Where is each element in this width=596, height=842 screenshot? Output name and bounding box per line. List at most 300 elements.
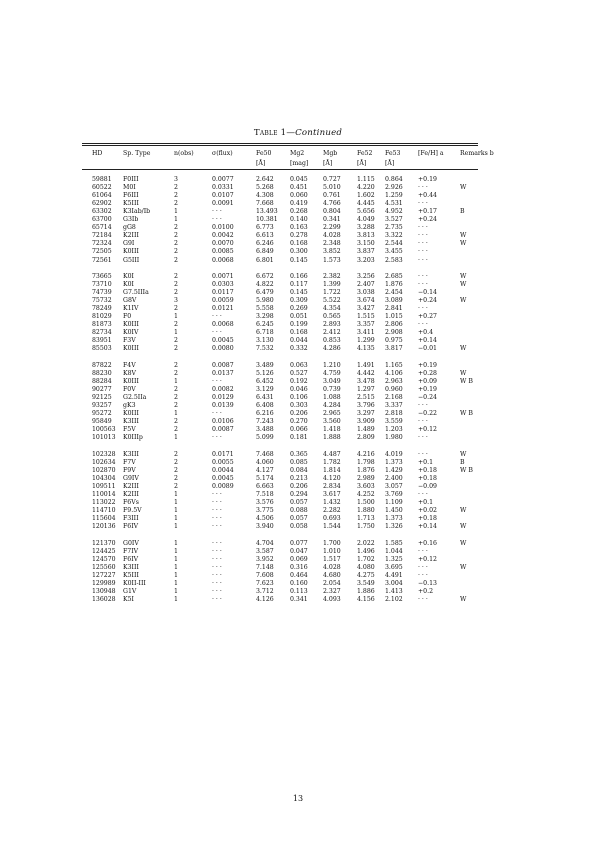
cell-mg2: 0.269 [290,305,308,313]
cell-sigma-flux: 0.0129 [212,394,234,402]
cell-n-obs: 1 [174,377,178,385]
cell-fe50: 6.245 [256,321,274,329]
cell-mg2: 0.145 [290,289,308,297]
cell-fe53: 2.102 [385,596,403,603]
cell-fe53: 1.259 [385,192,403,200]
cell-feh: · · · [418,305,428,313]
cell-mg2: 0.168 [290,329,308,337]
cell-hd: 81873 [92,321,112,329]
cell-feh: · · · [418,256,428,264]
cell-mg2: 0.365 [290,450,308,458]
cell-sp-type: F0 [123,313,132,321]
cell-n-obs: 2 [174,369,178,377]
cell-fe50: 13.493 [256,208,278,216]
cell-mg2: 0.117 [290,281,308,288]
cell-sp-type: gG8 [123,224,136,232]
cell-mgb: 2.412 [323,329,341,337]
cell-n-obs: 1 [174,539,178,547]
cell-n-obs: 1 [174,587,178,595]
cell-fe53: 3.695 [385,563,403,571]
cell-sp-type: F3III [123,515,139,523]
cell-fe52: 3.796 [357,402,375,410]
cell-fe53: 2.685 [385,272,403,280]
cell-feh: −0.13 [418,579,437,587]
cell-mgb: 1.418 [323,426,341,434]
cell-hd: 109511 [92,482,116,490]
cell-sp-type: M0I [123,184,136,192]
cell-mg2: 0.057 [290,499,308,507]
cell-feh: · · · [418,402,428,410]
cell-feh: · · · [418,184,428,192]
cell-sigma-flux: · · · [212,208,222,216]
header-fe50-unit: [Å] [256,160,266,167]
cell-mg2: 0.199 [290,321,308,329]
cell-fe50: 3.587 [256,547,274,555]
cell-fe50: 6.408 [256,402,274,410]
cell-remarks: W [460,232,467,240]
cell-hd: 72324 [92,240,112,248]
cell-fe50: 5.099 [256,434,274,442]
cell-sigma-flux: · · · [212,547,222,555]
cell-sigma-flux: · · · [212,523,222,531]
cell-hd: 125560 [92,563,116,571]
cell-fe52: 2.407 [357,281,375,288]
cell-fe52: 3.038 [357,289,375,297]
cell-sp-type: K0III [123,410,139,418]
cell-fe52: 4.252 [357,491,375,498]
cell-fe50: 7.243 [256,418,274,426]
header-feh: [Fe/H] a [418,150,444,157]
cell-mgb: 1.399 [323,281,341,288]
caption-separator: — [286,128,296,138]
cell-fe53: 1.450 [385,507,403,515]
cell-mgb: 4.028 [323,232,341,240]
cell-mg2: 0.341 [290,596,308,603]
cell-hd: 88284 [92,377,112,385]
cell-sigma-flux: · · · [212,539,222,547]
cell-feh: −0.09 [418,482,437,490]
cell-fe50: 7.532 [256,345,274,353]
cell-fe50: 3.488 [256,426,274,434]
cell-hd: 65714 [92,224,112,232]
cell-sigma-flux: 0.0055 [212,458,234,466]
cell-hd: 63302 [92,208,112,216]
cell-sigma-flux: 0.0071 [212,272,234,280]
cell-fe50: 5.558 [256,305,274,313]
cell-mgb: 2.834 [323,482,341,490]
cell-mgb: 2.965 [323,410,341,418]
cell-sigma-flux: · · · [212,571,222,579]
cell-fe50: 5.268 [256,184,274,192]
cell-sp-type: K3III [123,450,139,458]
cell-fe50: 3.952 [256,555,274,563]
cell-fe52: 1.876 [357,466,375,474]
cell-sp-type: K5III [123,200,139,208]
cell-fe52: 3.674 [357,297,375,305]
cell-fe53: 4.106 [385,369,403,377]
cell-hd: 73665 [92,272,112,280]
cell-mg2: 0.113 [290,587,308,595]
cell-n-obs: 2 [174,361,178,369]
cell-mg2: 0.066 [290,426,308,434]
cell-fe52: 1.115 [357,176,375,183]
cell-mg2: 0.085 [290,458,308,466]
cell-fe53: 4.019 [385,450,403,458]
cell-feh: · · · [418,571,428,579]
cell-mg2: 0.045 [290,176,308,183]
cell-n-obs: 1 [174,555,178,563]
header-n-obs: n(obs) [174,150,194,157]
cell-hd: 110014 [92,491,116,498]
header-mgb-unit: [Å] [323,160,333,167]
cell-fe50: 7.148 [256,563,274,571]
cell-mg2: 0.316 [290,563,308,571]
cell-n-obs: 2 [174,224,178,232]
cell-n-obs: 2 [174,402,178,410]
cell-n-obs: 2 [174,474,178,482]
cell-feh: +0.14 [418,337,437,345]
cell-feh: +0.18 [418,515,437,523]
cell-sp-type: gK3 [123,402,136,410]
cell-sigma-flux: 0.0117 [212,289,234,297]
cell-mgb: 1.722 [323,289,341,297]
cell-remarks: W [460,184,467,192]
cell-fe50: 10.381 [256,216,278,224]
cell-mg2: 0.206 [290,482,308,490]
cell-sigma-flux: 0.0070 [212,240,234,248]
table-label: Table 1 [253,128,287,138]
cell-mg2: 0.057 [290,515,308,523]
cell-fe50: 6.479 [256,289,274,297]
cell-fe53: 2.818 [385,410,403,418]
cell-feh: −0.24 [418,394,437,402]
cell-sigma-flux: · · · [212,555,222,563]
cell-fe52: 3.256 [357,272,375,280]
cell-fe50: 3.489 [256,361,274,369]
cell-n-obs: 1 [174,216,178,224]
cell-fe50: 4.126 [256,596,274,603]
cell-sp-type: F6Vs [123,499,139,507]
cell-feh: · · · [418,434,428,442]
cell-feh: +0.12 [418,555,437,563]
cell-fe52: 3.813 [357,232,375,240]
cell-mg2: 0.268 [290,208,308,216]
cell-sp-type: F0III [123,176,139,183]
cell-hd: 72505 [92,248,112,256]
cell-fe50: 6.431 [256,394,274,402]
cell-feh: · · · [418,418,428,426]
cell-mg2: 0.300 [290,248,308,256]
cell-fe50: 4.127 [256,466,274,474]
cell-hd: 63700 [92,216,112,224]
cell-sigma-flux: 0.0137 [212,369,234,377]
cell-fe53: 2.544 [385,240,403,248]
cell-fe53: 2.583 [385,256,403,264]
cell-mgb: 2.348 [323,240,341,248]
cell-hd: 136028 [92,596,116,603]
cell-fe53: 4.952 [385,208,403,216]
cell-fe52: 1.496 [357,547,375,555]
cell-n-obs: 2 [174,386,178,393]
cell-fe53: 2.908 [385,329,403,337]
cell-n-obs: 2 [174,321,178,329]
cell-sp-type: K3III [123,563,139,571]
cell-fe50: 5.126 [256,369,274,377]
cell-sigma-flux: 0.0059 [212,297,234,305]
cell-fe52: 3.909 [357,418,375,426]
cell-sp-type: F7V [123,458,136,466]
cell-mgb: 3.560 [323,418,341,426]
cell-sigma-flux: 0.0045 [212,474,234,482]
cell-feh: +0.19 [418,386,437,393]
cell-mgb: 4.354 [323,305,341,313]
cell-sigma-flux: · · · [212,377,222,385]
cell-mg2: 0.278 [290,232,308,240]
cell-n-obs: 3 [174,297,178,305]
cell-fe53: 2.926 [385,184,403,192]
cell-mgb: 4.766 [323,200,341,208]
cell-feh: · · · [418,200,428,208]
cell-sigma-flux: 0.0106 [212,418,234,426]
cell-feh: +0.19 [418,361,437,369]
cell-hd: 95272 [92,410,112,418]
cell-fe52: 1.750 [357,523,375,531]
cell-feh: −0.01 [418,345,437,353]
cell-mgb: 0.853 [323,337,341,345]
cell-fe53: 1.373 [385,515,403,523]
cell-mgb: 5.010 [323,184,341,192]
cell-mgb: 1.888 [323,434,341,442]
cell-sigma-flux: 0.0045 [212,337,234,345]
cell-fe50: 7.608 [256,571,274,579]
cell-mg2: 0.163 [290,224,308,232]
cell-n-obs: 1 [174,515,178,523]
cell-mgb: 4.284 [323,402,341,410]
cell-fe52: 4.156 [357,596,375,603]
cell-fe53: 2.454 [385,289,403,297]
cell-remarks: W [460,345,467,353]
cell-n-obs: 1 [174,563,178,571]
cell-feh: +0.17 [418,208,437,216]
cell-feh: · · · [418,248,428,256]
cell-hd: 120136 [92,523,116,531]
cell-mg2: 0.051 [290,313,308,321]
cell-n-obs: 1 [174,571,178,579]
cell-fe50: 5.980 [256,297,274,305]
cell-fe52: 1.491 [357,361,375,369]
cell-mgb: 2.893 [323,321,341,329]
cell-fe52: 1.702 [357,555,375,563]
header-sigma-flux: σ(flux) [212,150,233,157]
cell-fe52: 3.603 [357,482,375,490]
cell-fe53: 3.337 [385,402,403,410]
cell-fe53: 3.004 [385,579,403,587]
cell-feh: · · · [418,232,428,240]
top-rule-double [82,145,478,146]
cell-hd: 59881 [92,176,112,183]
cell-mgb: 1.573 [323,256,341,264]
cell-n-obs: 2 [174,232,178,240]
cell-n-obs: 2 [174,337,178,345]
cell-fe50: 4.308 [256,192,274,200]
cell-hd: 102870 [92,466,116,474]
cell-n-obs: 2 [174,345,178,353]
cell-sp-type: G5III [123,256,140,264]
cell-mgb: 3.852 [323,248,341,256]
header-sp-type: Sp. Type [123,150,151,157]
cell-hd: 74739 [92,289,112,297]
cell-sp-type: F5V [123,426,136,434]
cell-hd: 61064 [92,192,112,200]
cell-fe52: 4.442 [357,369,375,377]
header-mg2: Mg2 [290,150,305,157]
cell-feh: +0.24 [418,297,437,305]
cell-hd: 83951 [92,337,112,345]
cell-fe52: 1.713 [357,515,375,523]
cell-feh: +0.09 [418,377,437,385]
cell-fe50: 4.060 [256,458,274,466]
cell-hd: 72561 [92,256,112,264]
cell-fe52: 2.022 [357,539,375,547]
cell-fe50: 3.775 [256,507,274,515]
cell-feh: +0.19 [418,176,437,183]
cell-fe52: 1.886 [357,587,375,595]
header-remarks: Remarks b [460,150,494,157]
cell-sigma-flux: · · · [212,563,222,571]
cell-mgb: 1.544 [323,523,341,531]
cell-mg2: 0.309 [290,297,308,305]
cell-feh: +0.12 [418,426,437,434]
cell-hd: 102634 [92,458,116,466]
cell-fe52: 1.515 [357,313,375,321]
cell-hd: 78249 [92,305,112,313]
cell-n-obs: 2 [174,281,178,288]
cell-fe52: 1.299 [357,337,375,345]
cell-hd: 60522 [92,184,112,192]
cell-sp-type: G2.5IIa [123,394,147,402]
cell-fe50: 6.613 [256,232,274,240]
cell-fe53: 1.015 [385,313,403,321]
cell-mg2: 0.168 [290,240,308,248]
cell-feh: +0.1 [418,458,434,466]
cell-mgb: 0.693 [323,515,341,523]
cell-mg2: 0.451 [290,184,308,192]
cell-mgb: 1.700 [323,539,341,547]
cell-mg2: 0.206 [290,410,308,418]
cell-hd: 101013 [92,434,116,442]
header-rule [82,169,478,170]
cell-sigma-flux: · · · [212,507,222,515]
cell-feh: · · · [418,450,428,458]
cell-n-obs: 2 [174,394,178,402]
cell-n-obs: 1 [174,410,178,418]
cell-feh: · · · [418,547,428,555]
page-number: 13 [292,794,304,803]
cell-fe50: 6.246 [256,240,274,248]
cell-remarks: W [460,297,467,305]
cell-fe50: 6.801 [256,256,274,264]
cell-fe53: 1.429 [385,466,403,474]
cell-mgb: 0.727 [323,176,341,183]
cell-fe52: 4.275 [357,571,375,579]
cell-fe52: 3.297 [357,410,375,418]
cell-remarks: W B [460,466,473,474]
cell-remarks: W B [460,377,473,385]
cell-mg2: 0.077 [290,539,308,547]
cell-sp-type: K3Iab/Ib [123,208,151,216]
cell-mgb: 2.054 [323,579,341,587]
cell-mg2: 0.464 [290,571,308,579]
cell-remarks: W [460,539,467,547]
cell-fe50: 4.822 [256,281,274,288]
cell-mgb: 0.804 [323,208,341,216]
cell-mgb: 0.739 [323,386,341,393]
cell-mg2: 0.058 [290,523,308,531]
cell-sp-type: G3Ib [123,216,139,224]
cell-n-obs: 2 [174,256,178,264]
cell-n-obs: 2 [174,272,178,280]
cell-fe50: 6.452 [256,377,274,385]
cell-fe52: 3.478 [357,377,375,385]
cell-mg2: 0.106 [290,394,308,402]
cell-sigma-flux: 0.0100 [212,224,234,232]
cell-hd: 73710 [92,281,112,288]
cell-n-obs: 2 [174,458,178,466]
cell-feh: +0.28 [418,369,437,377]
header-fe50: Fe50 [256,150,272,157]
cell-mg2: 0.060 [290,192,308,200]
cell-fe50: 3.298 [256,313,274,321]
cell-sp-type: K0III [123,377,139,385]
cell-mgb: 3.049 [323,377,341,385]
cell-sp-type: F3V [123,337,136,345]
cell-sigma-flux: · · · [212,515,222,523]
cell-sp-type: K8V [123,369,137,377]
cell-sigma-flux: 0.0077 [212,176,234,183]
cell-fe52: 3.357 [357,321,375,329]
cell-fe52: 4.445 [357,200,375,208]
cell-hd: 102328 [92,450,116,458]
cell-n-obs: 1 [174,507,178,515]
cell-sigma-flux: · · · [212,579,222,587]
cell-fe53: 3.817 [385,345,403,353]
cell-remarks: W [460,450,467,458]
cell-sp-type: F7IV [123,547,139,555]
cell-feh: · · · [418,281,428,288]
cell-mgb: 2.327 [323,587,341,595]
cell-sp-type: K5I [123,596,135,603]
cell-sigma-flux: · · · [212,410,222,418]
cell-mgb: 4.759 [323,369,341,377]
cell-mgb: 4.028 [323,563,341,571]
cell-n-obs: 1 [174,579,178,587]
cell-n-obs: 2 [174,248,178,256]
cell-fe52: 1.500 [357,499,375,507]
cell-fe52: 3.427 [357,305,375,313]
header-mgb: Mgb [323,150,338,157]
cell-hd: 93257 [92,402,112,410]
cell-fe50: 7.668 [256,200,274,208]
cell-remarks: W [460,272,467,280]
cell-mgb: 1.210 [323,361,341,369]
cell-fe52: 4.080 [357,563,375,571]
cell-n-obs: 2 [174,466,178,474]
cell-hd: 90277 [92,386,112,393]
cell-mg2: 0.069 [290,555,308,563]
cell-fe50: 6.216 [256,410,274,418]
cell-feh: +0.4 [418,329,434,337]
cell-fe53: 3.455 [385,248,403,256]
